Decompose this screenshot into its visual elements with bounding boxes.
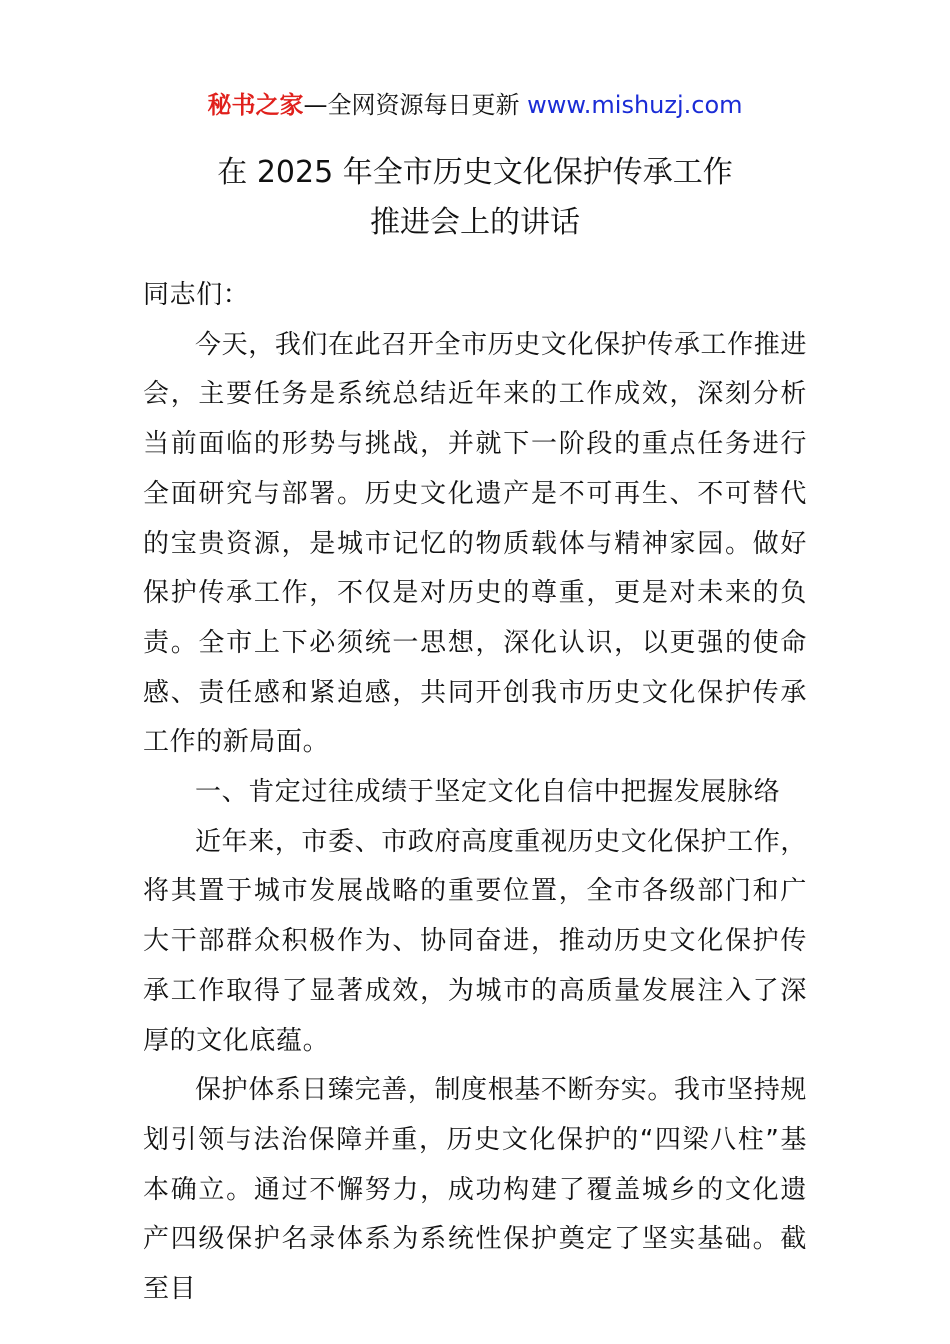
site-url-link[interactable]: www.mishuzj.com xyxy=(527,91,743,119)
site-name: 秘书之家 xyxy=(207,91,304,119)
document-body xyxy=(143,271,807,1315)
site-banner xyxy=(0,88,950,122)
section-heading-1: 一、肯定过往成绩于坚定文化自信中把握发展脉络 xyxy=(195,777,781,808)
title-line-2: 推进会上的讲话 xyxy=(370,205,580,240)
title-line-1: 在 2025 年全市历史文化保护传承工作 xyxy=(217,155,733,190)
paragraph-intro: 今天，我们在此召开全市历史文化保护传承工作推进会，主要任务是系统总结近年来的工作成效，深刻分析当前面临的形势与挑战，并就下一阶段的重点任务进行全面研究与部署。历史文化遗产是不可再生、不可替代的宝贵资源，是城市记忆的物质载体与精神家园。做好保护传承工作，不仅是对历史的尊重，更是对未来的负责。全市上下必须统一思想，深化认识，以更强的使命感、责任感和紧迫感，共同开创我市历史文化保护传承工作的新局面。 xyxy=(143,329,807,758)
paragraph-achievements: 近年来，市委、市政府高度重视历史文化保护工作，将其置于城市发展战略的重要位置，全市各级部门和广大干部群众积极作为、协同奋进，推动历史文化保护传承工作取得了显著成效，为城市的高质量发展注入了深厚的文化底蕴。 xyxy=(143,826,807,1056)
document-title xyxy=(0,148,950,248)
site-tagline: —全网资源每日更新 xyxy=(303,91,528,119)
salutation: 同志们： xyxy=(143,280,250,310)
paragraph-protection-system: 保护体系日臻完善，制度根基不断夯实。我市坚持规划引领与法治保障并重，历史文化保护的“四梁八柱”基本确立。通过不懈努力，成功构建了覆盖城乡的文化遗产四级保护名录体系为系统性保护奠定了坚实基础。截至目 xyxy=(143,1075,807,1305)
